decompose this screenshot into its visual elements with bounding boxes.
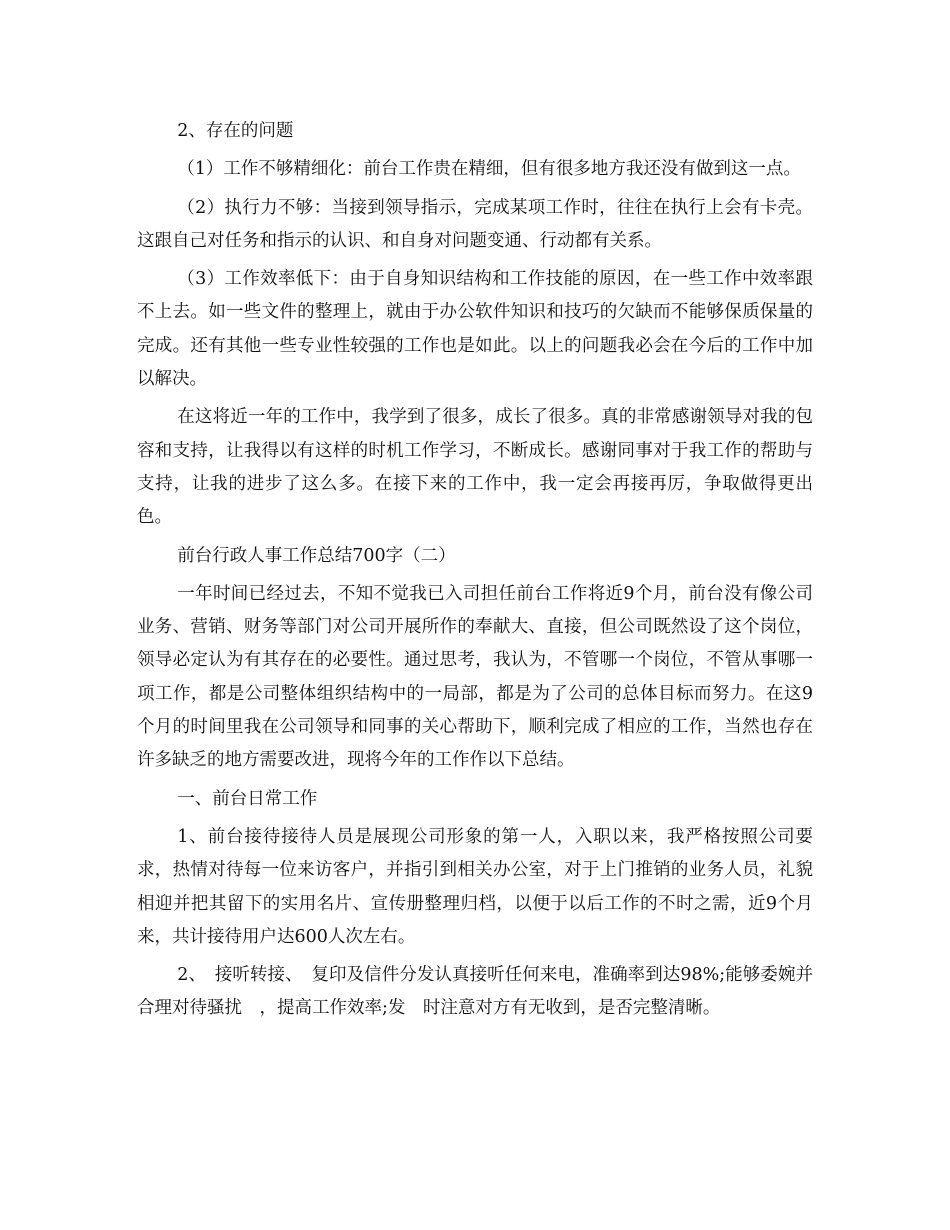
- problem-item-3: （3）工作效率低下：由于自身知识结构和工作技能的原因，在一些工作中效率跟不上去。如一些文件的整理上，就由于办公软件知识和技巧的欠缺而不能够保质保量的完成。还有其他一些专业性较强的工作也是如此。以上的问题我必会在今后的工作中加以解决。: [137, 269, 813, 390]
- daily-work-item-2: 2、 接听转接、 复印及信件分发认真接听任何来电，准确率到达98%;能够委婉并合理对待骚扰 ，提高工作效率;发 时注意对方有无收到，是否完整清晰。: [137, 965, 813, 1019]
- daily-work-item-1: 1、前台接待接待人员是展现公司形象的第一人，入职以来，我严格按照公司要求，热情对待每一位来访客户，并指引到相关办公室，对于上门推销的业务人员，礼貌相迎并把其留下的实用名片、宣传册整理归档，以便于以后工作的不时之需，近9个月来，共计接待用户达600人次左右。: [137, 826, 813, 947]
- closing-paragraph: 在这将近一年的工作中，我学到了很多，成长了很多。真的非常感谢领导对我的包容和支持，让我得以有这样的时机工作学习，不断成长。感谢同事对于我工作的帮助与支持，让我的进步了这么多。在接下来的工作中，我一定会再接再厉，争取做得更出色。: [137, 407, 813, 528]
- section-heading-daily-work: 一、前台日常工作: [177, 788, 318, 809]
- problem-item-2: （2）执行力不够：当接到领导指示，完成某项工作时，往往在执行上会有卡壳。这跟自己对任务和指示的认识、和自身对问题变通、行动都有关系。: [137, 197, 813, 251]
- problem-item-1: （1）工作不够精细化：前台工作贵在精细，但有很多地方我还没有做到这一点。: [177, 159, 801, 180]
- document-title-part-two: 前台行政人事工作总结700字（二）: [177, 545, 456, 566]
- intro-paragraph: 一年时间已经过去，不知不觉我已入司担任前台工作将近9个月，前台没有像公司业务、营销、财务等部门对公司开展所作的奉献大、直接，但公司既然设了这个岗位，领导必定认为有其存在的必要性。通过思考，我认为，不管哪一个岗位，不管从事哪一项工作，都是公司整体组织结构中的一局部，都是为了公司的总体目标而努力。在这9个月的时间里我在公司领导和同事的关心帮助下，顺利完成了相应的工作，当然也存在许多缺乏的地方需要改进，现将今年的工作作以下总结。: [137, 583, 813, 771]
- document-body: [137, 115, 813, 1031]
- section-heading-problems: 2、存在的问题: [177, 121, 294, 141]
